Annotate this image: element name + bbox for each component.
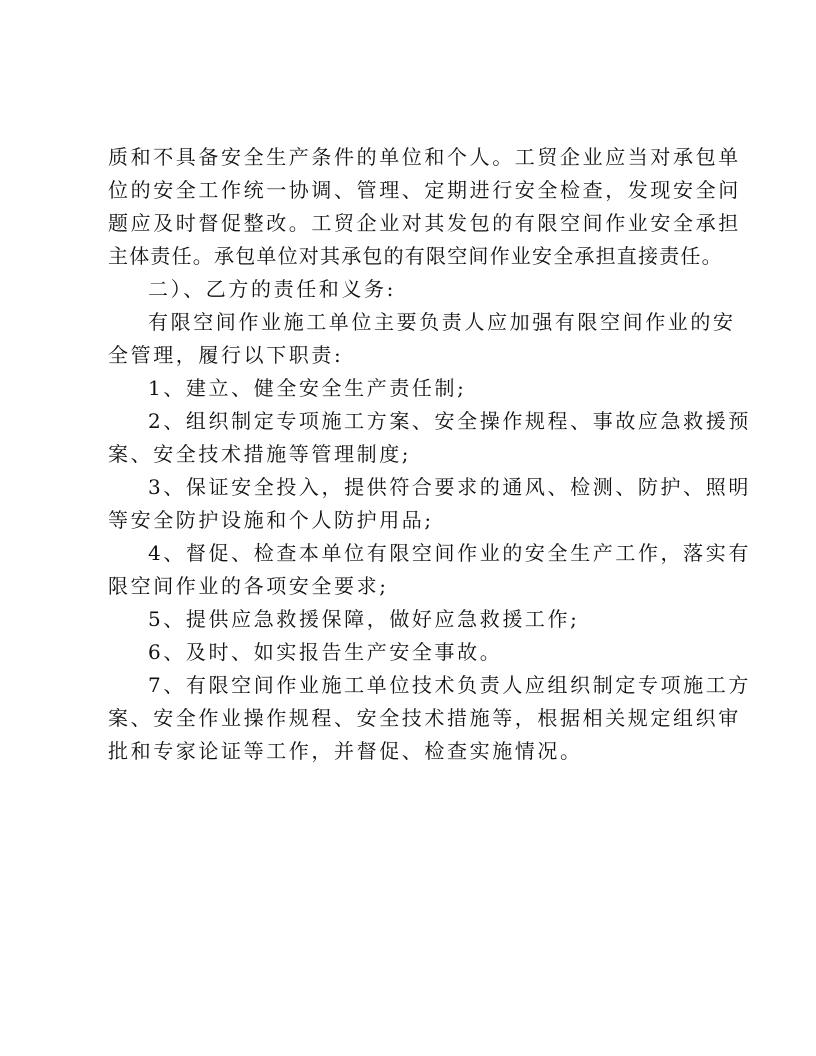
body-line: 质和不具备安全生产条件的单位和个人。工贸企业应当对承包单: [108, 145, 741, 169]
section-heading: 二）、乙方的责任和义务:: [148, 277, 396, 301]
list-item-continuation: 批和专家论证等工作，并督促、检查实施情况。: [108, 739, 583, 763]
list-item-continuation: 案、安全技术措施等管理制度;: [108, 442, 412, 466]
list-item: 1、建立、健全安全生产责任制;: [148, 376, 467, 400]
list-item: 2、组织制定专项施工方案、安全操作规程、事故应急救援预: [148, 409, 751, 433]
paragraph-start: 有限空间作业施工单位主要负责人应加强有限空间作业的安: [148, 310, 736, 334]
list-item-continuation: 案、安全作业操作规程、安全技术措施等，根据相关规定组织审: [108, 706, 741, 730]
body-line: 主体责任。承包单位对其承包的有限空间作业安全承担直接责任。: [108, 244, 723, 268]
document-body: [108, 141, 751, 768]
list-item: 6、及时、如实报告生产安全事故。: [148, 640, 503, 664]
list-item: 5、提供应急救援保障，做好应急救援工作;: [148, 607, 580, 631]
body-line: 全管理，履行以下职责:: [108, 343, 344, 367]
body-line: 位的安全工作统一协调、管理、定期进行安全检查，发现安全问: [108, 178, 741, 202]
list-item-continuation: 限空间作业的各项安全要求;: [108, 574, 389, 598]
list-item: 4、督促、检查本单位有限空间作业的安全生产工作，落实有: [148, 541, 751, 565]
body-line: 题应及时督促整改。工贸企业对其发包的有限空间作业安全承担: [108, 211, 741, 235]
list-item: 3、保证安全投入，提供符合要求的通风、检测、防护、照明: [148, 475, 751, 499]
list-item-continuation: 等安全防护设施和个人防护用品;: [108, 508, 434, 532]
list-item: 7、有限空间作业施工单位技术负责人应组织制定专项施工方: [148, 673, 751, 697]
